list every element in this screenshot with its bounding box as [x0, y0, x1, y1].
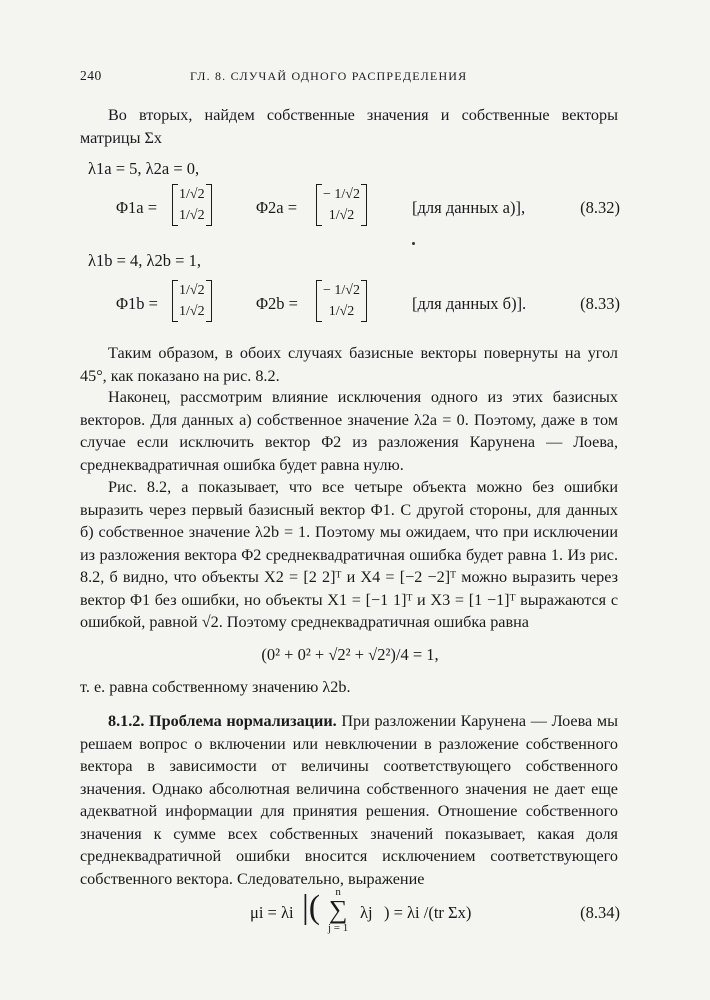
equation-number-8-34: (8.34)	[580, 903, 620, 922]
equation-8-33	[80, 280, 620, 328]
paragraph-3: Рис. 8.2, а показывает, что все четыре объекта можно без ошибки выразить через первый базисный вектор Φ1. С другой стороны, для данных б) собственное значение λ2b = 1. Поэтому мы ожидаем, что при исключении из разложения вектора Φ2 среднеквадратичная ошибка будет равна 1. Из рис. 8.2, б видно, что объекты X2 = [2 2]ᵀ и X4 = [−2 −2]ᵀ можно выразить через вектор Φ1 без ошибки, но объекты X1 = [−1 1]ᵀ и X3 = [1 −1]ᵀ выражаются с ошибкой, равной √2. Поэтому среднеквадратичная ошибка равна	[80, 478, 618, 631]
sum-term: λj	[360, 903, 373, 922]
paragraph-1: Таким образом, в обоих случаях базисные векторы повернуты на угол 45°, как показано на рис. 8.2.	[80, 344, 618, 385]
phi1b-matrix	[172, 280, 212, 322]
note-a: [для данных a)],	[412, 198, 526, 217]
ink-speck	[412, 242, 415, 245]
sigma-icon: ∑	[328, 895, 348, 924]
mu-left: μi = λi	[250, 903, 294, 922]
mu-right: ) = λi /(tr Σx)	[384, 903, 472, 922]
phi2b-row1: − 1/√2	[323, 283, 360, 298]
phi2b-row2: 1/√2	[328, 304, 355, 319]
phi2a-label: Φ2a =	[256, 198, 298, 217]
phi2a-row2: 1/√2	[328, 208, 355, 223]
phi1b-row1: 1/√2	[179, 283, 205, 298]
phi2a-row1: − 1/√2	[323, 187, 360, 202]
sum-symbol	[328, 886, 348, 934]
section-8-1-2	[80, 710, 618, 890]
intro-paragraph: Во вторых, найдем собственные значения и собственные векторы матрицы Σx	[80, 106, 618, 147]
eigenvalues-b: λ1b = 4, λ2b = 1,	[88, 251, 201, 270]
phi1a-matrix	[172, 184, 212, 226]
phi1b-label: Φ1b =	[116, 294, 158, 313]
section-title: 8.1.2. Проблема нормализации.	[108, 712, 337, 730]
phi1a-label: Φ1a =	[116, 198, 158, 217]
phi2a-matrix	[316, 184, 367, 226]
phi1b-row2: 1/√2	[179, 304, 205, 319]
phi1a-row2: 1/√2	[179, 208, 205, 223]
note-b: [для данных б)].	[412, 294, 527, 313]
page-number: 240	[80, 68, 102, 83]
equation-8-34	[80, 884, 620, 940]
eigenvalues-a: λ1a = 5, λ2a = 0,	[88, 159, 200, 178]
running-title: ГЛ. 8. СЛУЧАЙ ОДНОГО РАСПРЕДЕЛЕНИЯ	[190, 69, 468, 83]
paragraph-4: т. е. равна собственному значению λ2b.	[80, 678, 351, 696]
section-body: При разложении Карунена — Лоева мы решаем вопрос о включении или невключении в разложение собственного вектора в зависимости от величины соответствующего собственного значения. Однако абсолютная величина собственного значения не дает еще адекватной информации для принятия решения. Отношение собственного значения к сумме всех собственных значений показывает, какая доля среднеквадратичной ошибки вносится исключением соответствующего собственного вектора. Следовательно, выражение	[80, 712, 618, 888]
equation-number-8-32: (8.32)	[580, 198, 620, 217]
sum-top: n	[335, 886, 341, 898]
equation-number-8-33: (8.33)	[580, 294, 620, 313]
phi1a-row1: 1/√2	[179, 187, 205, 202]
equation-8-32	[80, 184, 620, 232]
sum-bottom: j = 1	[328, 922, 349, 934]
phi2b-label: Φ2b =	[256, 294, 298, 313]
error-equation: (0² + 0² + √2² + √2²)/4 = 1,	[261, 645, 439, 664]
bracket-open: |(	[302, 889, 321, 926]
paragraph-2: Наконец, рассмотрим влияние исключения одного из этих базисных векторов. Для данных а) собственное значение λ2a = 0. Поэтому, даже в том случае если исключить вектор Φ2 из разложения Карунена — Лоева, среднеквадратичная ошибка будет равна нулю.	[80, 388, 618, 474]
phi2b-matrix	[316, 280, 367, 322]
